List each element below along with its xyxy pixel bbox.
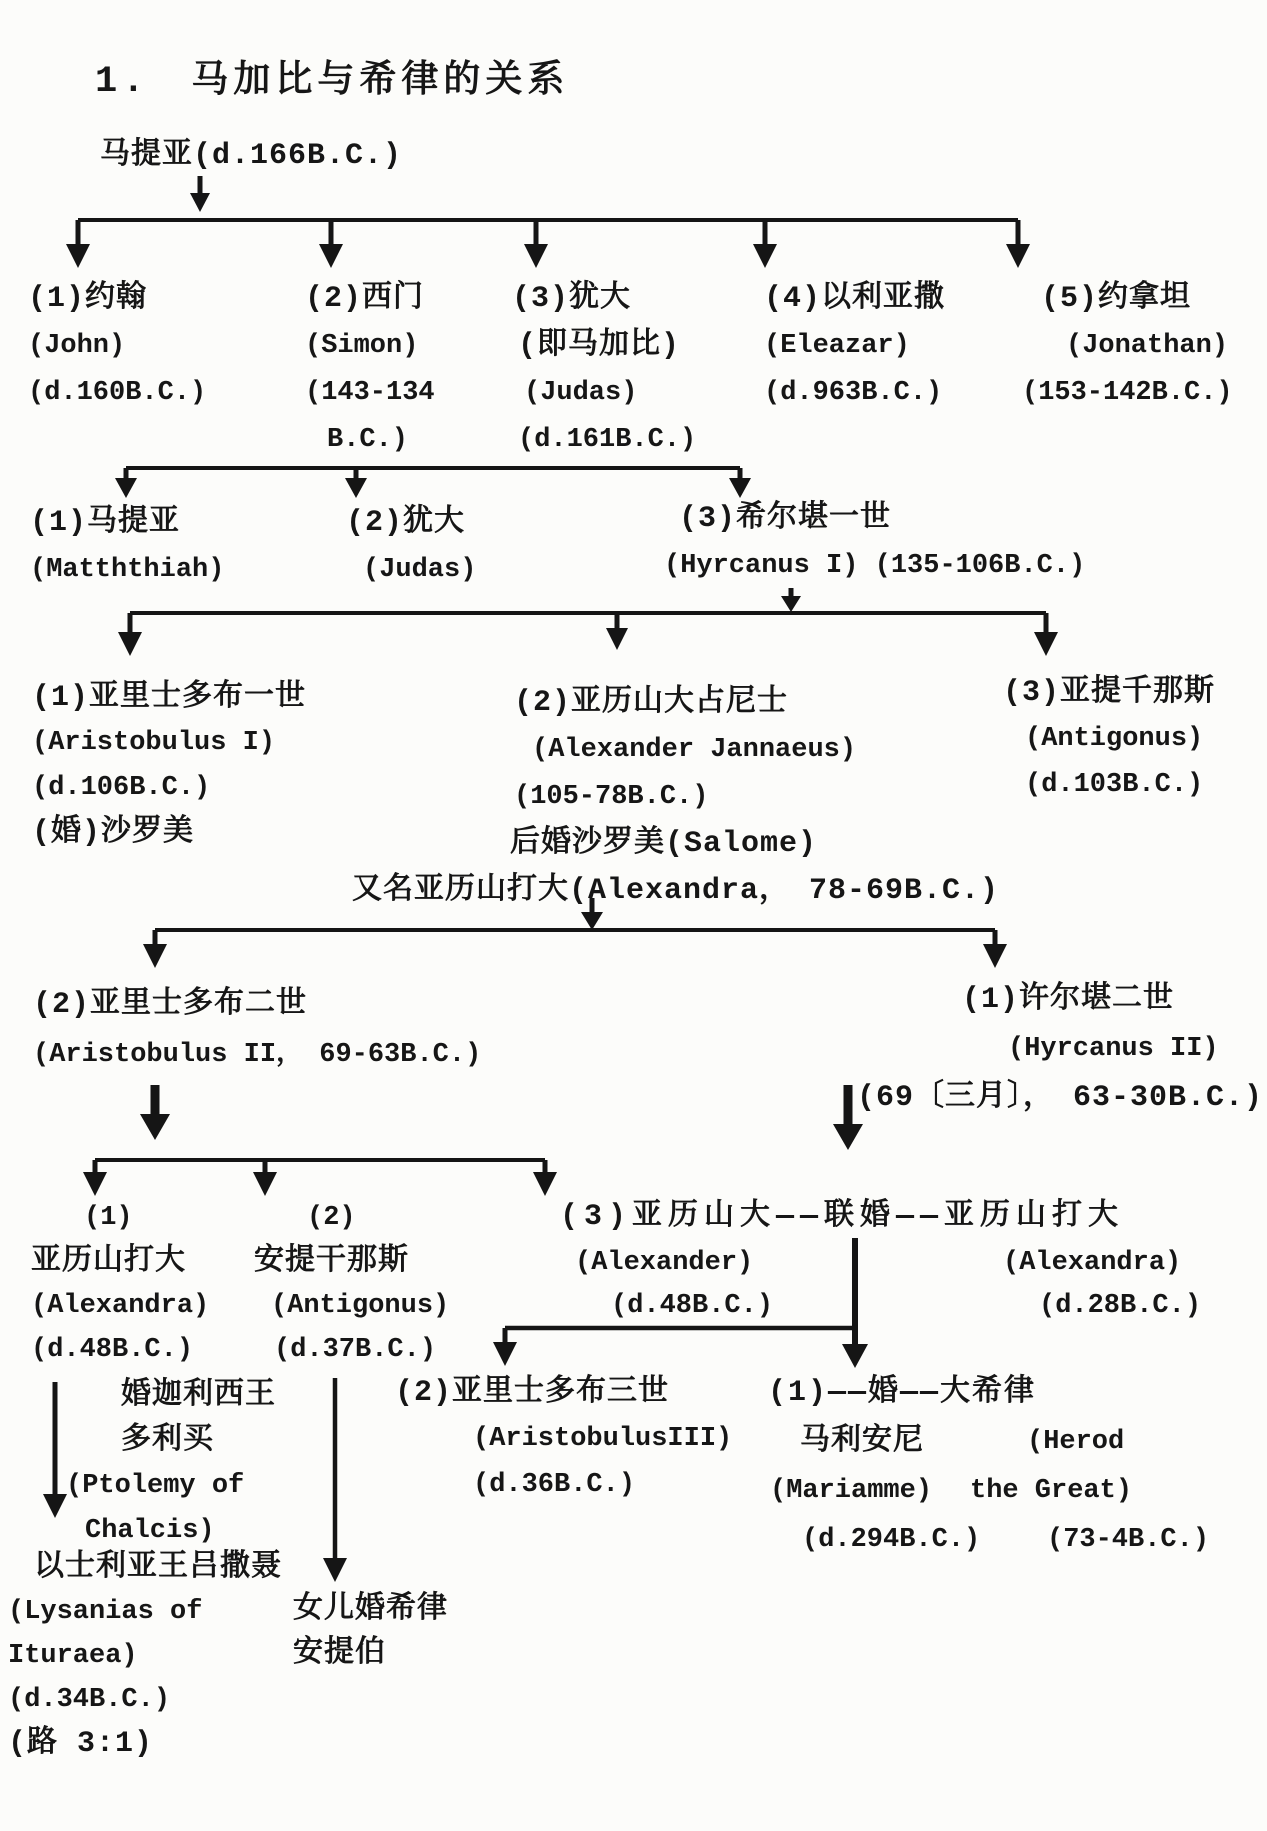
marriage-note: 女儿婚希律 xyxy=(293,1593,448,1627)
node-daughter-herod-antipater xyxy=(293,1588,448,1676)
person-name: 安提伯 xyxy=(293,1637,386,1671)
person-name: (5)约拿坦 xyxy=(1041,282,1192,316)
person-dates: (d.36B.C.) xyxy=(473,1470,636,1500)
node-alexandra-sub xyxy=(1003,1242,1201,1328)
person-latin-name: (Herod xyxy=(1027,1427,1125,1457)
person-dates: (d.106B.C.) xyxy=(32,773,211,803)
node-judas-ii xyxy=(346,500,476,594)
person-dates: (153-142B.C.) xyxy=(1022,378,1233,408)
person-ordinal: (2) xyxy=(307,1203,356,1233)
person-name: (1)许尔堪二世 xyxy=(962,983,1175,1017)
connector-gen3 xyxy=(118,588,1058,656)
scripture-reference: (路 3:1) xyxy=(8,1727,154,1761)
node-lysanias xyxy=(8,1546,282,1766)
node-alexander-sub xyxy=(575,1242,773,1328)
person-name: (1)约翰 xyxy=(28,282,148,316)
person-latin-name: (Judas) xyxy=(363,555,477,585)
person-name: 安提干那斯 xyxy=(254,1245,409,1279)
node-jonathan xyxy=(1022,276,1233,417)
person-name: (2)亚里士多布二世 xyxy=(33,988,308,1022)
node-herod-the-great xyxy=(970,1418,1209,1565)
marriage-note: 婚迦利西王 xyxy=(121,1379,276,1413)
person-latin-name: (Antigonus) xyxy=(1025,724,1204,754)
person-latin-name: (Matththiah) xyxy=(30,555,225,585)
person-name: 马提亚(d.166B.C.) xyxy=(100,139,403,173)
arrow-alexandra-lysanias xyxy=(43,1382,67,1518)
person-dates: B.C.) xyxy=(327,425,409,455)
person-name: (1)马提亚 xyxy=(30,506,181,540)
node-herod-marriage-row xyxy=(768,1370,1036,1417)
person-latin-name: (Judas) xyxy=(524,378,638,408)
node-hyrcanus-i xyxy=(664,496,1085,590)
person-dates: (143-134 xyxy=(305,378,435,408)
node-alexandra-d48 xyxy=(31,1196,209,1372)
node-antigonus-ii xyxy=(254,1196,449,1372)
arrow-antigonus-daughter xyxy=(323,1378,347,1582)
arrow-aristobulus2-stub xyxy=(140,1085,170,1140)
person-latin-name: (Lysanias of xyxy=(8,1597,203,1627)
person-dates: (d.161B.C.) xyxy=(518,425,697,455)
person-name: (2)亚历山大占尼士 xyxy=(514,686,789,720)
node-simon xyxy=(305,276,435,464)
person-name: 马利安尼 xyxy=(800,1425,924,1459)
person-latin-name: (Hyrcanus II) xyxy=(1008,1034,1219,1064)
person-name: (2)亚里士多布三世 xyxy=(395,1376,670,1410)
person-dates: (d.294B.C.) xyxy=(802,1525,981,1555)
node-john xyxy=(28,276,206,417)
node-aristobulus-iii xyxy=(395,1370,732,1508)
node-alexander-jannaeus xyxy=(352,680,999,915)
node-hyrcanus-ii xyxy=(857,976,1263,1123)
person-name: 多利买 xyxy=(121,1424,214,1458)
node-antigonus-i xyxy=(1003,670,1215,808)
node-aristobulus-ii xyxy=(33,980,481,1080)
person-latin-name: (Alexander) xyxy=(575,1248,754,1278)
person-name: (3)亚提千那斯 xyxy=(1003,676,1216,710)
connector-gen2 xyxy=(115,468,751,498)
person-latin-name: Chalcis) xyxy=(85,1516,215,1546)
person-latin-name: (Alexandra) xyxy=(1003,1248,1182,1278)
marriage-line: (3)亚历山大——联婚——亚历山打大 xyxy=(560,1200,1125,1234)
person-name: (1)亚里士多布一世 xyxy=(32,681,307,715)
person-name: (3)希尔堪一世 xyxy=(679,502,892,536)
person-dates: (73-4B.C.) xyxy=(1047,1525,1210,1555)
person-name: 以士利亚王吕撒聂 xyxy=(34,1551,282,1585)
person-latin-name: (Hyrcanus I) (135-106B.C.) xyxy=(664,551,1086,581)
person-latin-name: (John) xyxy=(28,331,126,361)
person-name: 亚历山打大 xyxy=(31,1245,186,1279)
person-latin-name: (Ptolemy of xyxy=(66,1471,245,1501)
person-dates: (d.103B.C.) xyxy=(1025,770,1204,800)
person-marriage: (婚)沙罗美 xyxy=(32,816,195,850)
person-latin-name: (Eleazar) xyxy=(764,331,910,361)
person-name: (3)犹大 xyxy=(512,282,632,316)
person-name: (4)以利亚撒 xyxy=(764,282,946,316)
person-dates: (105-78B.C.) xyxy=(514,782,709,812)
person-dates: (d.34B.C.) xyxy=(8,1685,171,1715)
person-dates: (d.963B.C.) xyxy=(764,378,943,408)
node-ptolemy xyxy=(66,1374,276,1554)
person-alias: (即马加比) xyxy=(518,329,681,363)
marriage-line: (1)——婚——大希律 xyxy=(768,1376,1037,1410)
person-latin-name: Ituraea) xyxy=(8,1641,138,1671)
person-dates: (d.37B.C.) xyxy=(274,1335,437,1365)
person-latin-name: (Jonathan) xyxy=(1066,331,1229,361)
page-title: 1. 马加比与希律的关系 xyxy=(95,61,570,103)
person-dates: (d.48B.C.) xyxy=(31,1335,194,1365)
node-aristobulus-i xyxy=(32,676,306,856)
person-latin-name: (Alexandra) xyxy=(31,1291,210,1321)
node-matththiah xyxy=(30,500,224,594)
person-ordinal: (1) xyxy=(84,1203,133,1233)
node-eleazar xyxy=(764,276,945,417)
person-name: (2)西门 xyxy=(305,282,425,316)
person-marriage: 后婚沙罗美(Salome) xyxy=(510,827,818,861)
person-latin-name: (Antigonus) xyxy=(271,1291,450,1321)
person-latin-name: (Aristobulus II， 69-63B.C.) xyxy=(33,1040,482,1070)
node-judas xyxy=(512,276,696,464)
node-mattathias xyxy=(100,133,402,180)
person-latin-name: (AristobulusIII) xyxy=(473,1424,733,1454)
person-latin-name: (Alexander Jannaeus) xyxy=(532,735,857,765)
node-alexander-marriage-row xyxy=(560,1194,1124,1241)
person-latin-name: (Aristobulus I) xyxy=(32,728,276,758)
person-latin-name: (Mariamme) xyxy=(770,1476,933,1506)
node-mariamme xyxy=(770,1418,980,1565)
person-name: (2)犹大 xyxy=(346,506,466,540)
person-latin-name: (Simon) xyxy=(305,331,419,361)
arrow-root-stub xyxy=(190,176,210,212)
person-latin-name: the Great) xyxy=(970,1476,1133,1506)
person-dates: (d.48B.C.) xyxy=(611,1291,774,1321)
person-alias: 又名亚历山打大(Alexandra， 78-69B.C.) xyxy=(352,874,1000,908)
person-dates: (69〔三月〕， 63-30B.C.) xyxy=(857,1081,1264,1115)
connector-gen1 xyxy=(66,220,1030,268)
connector-gen5 xyxy=(83,1160,557,1196)
person-dates: (d.160B.C.) xyxy=(28,378,207,408)
person-dates: (d.28B.C.) xyxy=(1039,1291,1202,1321)
